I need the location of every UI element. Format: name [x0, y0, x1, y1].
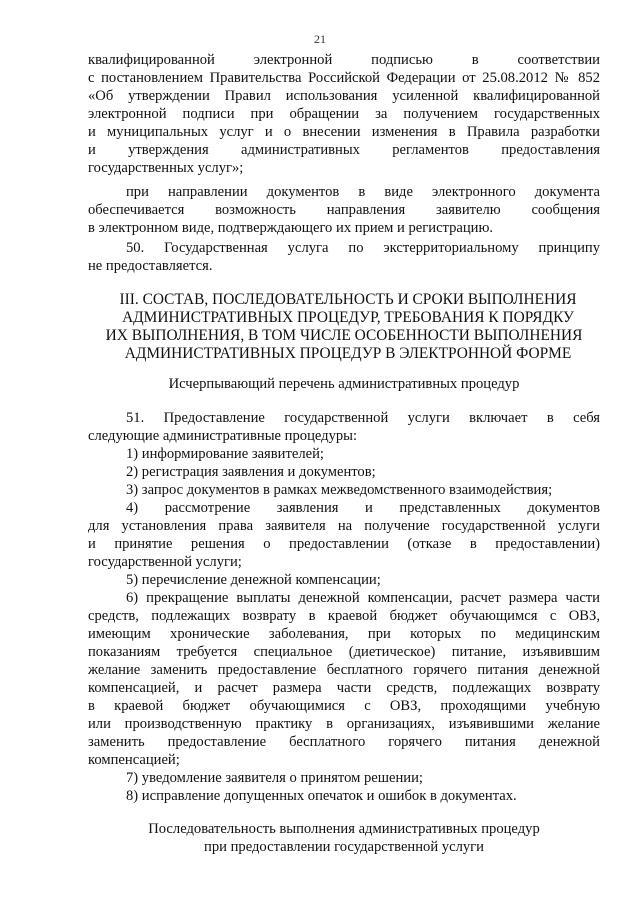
heading-line: III. СОСТАВ, ПОСЛЕДОВАТЕЛЬНОСТЬ И СРОКИ ВЫПОЛНЕНИЯ [119, 291, 577, 308]
subheading-procedures-list: Исчерпывающий перечень административных процедур [168, 376, 520, 392]
list-item: 5) перечисление денежной компенсации; [126, 572, 381, 588]
paragraph-line: «Об утверждении Правил использования усиленной квалифицированной [88, 88, 600, 104]
subheading-line: при предоставлении государственной услуги [204, 839, 484, 855]
heading-line: АДМИНИСТРАТИВНЫХ ПРОЦЕДУР В ЭЛЕКТРОННОЙ ФОРМЕ [124, 345, 572, 362]
paragraph-line: и утверждения административных регламентов предоставления [88, 142, 600, 158]
list-item-line: показаниям требуется специальное (диетическое) питание, изъявившим [88, 644, 600, 660]
paragraph-line: следующие административные процедуры: [88, 428, 358, 444]
list-item-line: 6) прекращение выплаты денежной компенсации, расчет размера части [126, 590, 600, 606]
list-item-line: компенсацией, и расчет размера части средств, подлежащих возврату [88, 680, 600, 696]
paragraph-line: государственных услуг»; [88, 160, 244, 176]
list-item: 8) исправление допущенных опечаток и ошибок в документах. [126, 788, 517, 804]
list-item-line: для установления права заявителя на получение государственной услуги [88, 518, 600, 534]
heading-line: ИХ ВЫПОЛНЕНИЯ, В ТОМ ЧИСЛЕ ОСОБЕННОСТИ ВЫПОЛНЕНИЯ [105, 327, 583, 344]
paragraph-line: обеспечивается возможность направления заявителю сообщения [88, 202, 600, 218]
paragraph-line: квалифицированной электронной подписью в соответствии [88, 52, 600, 68]
list-item: 2) регистрация заявления и документов; [126, 464, 376, 480]
subheading-line: Последовательность выполнения административных процедур [148, 821, 540, 837]
list-item-line: средств, подлежащих возврату в краевой бюджет обучающимся с ОВЗ, [88, 608, 600, 624]
paragraph-line: электронной подписи при обращении за получением государственных [88, 106, 600, 122]
list-item-line: компенсацией; [88, 752, 180, 768]
list-item: 3) запрос документов в рамках межведомственного взаимодействия; [126, 482, 553, 498]
paragraph-line: в электронном виде, подтверждающего их прием и регистрацию. [88, 220, 494, 236]
page-number: 21 [314, 32, 326, 46]
list-item: 1) информирование заявителей; [126, 446, 324, 462]
list-item-line: имеющим хронические заболевания, при которых по медицинским [88, 626, 600, 642]
paragraph-line: не предоставляется. [88, 258, 213, 274]
list-item-line: заменить предоставление бесплатного горячего питания денежной [88, 734, 600, 750]
list-item: 7) уведомление заявителя о принятом решении; [126, 770, 423, 786]
list-item-line: в краевой бюджет обучающимися с ОВЗ, проходящими учебную [88, 698, 600, 714]
paragraph-line: 51. Предоставление государственной услуги включает в себя [126, 410, 600, 426]
paragraph-line: при направлении документов в виде электронного документа [126, 184, 600, 200]
heading-line: АДМИНИСТРАТИВНЫХ ПРОЦЕДУР, ТРЕБОВАНИЯ К ПОРЯДКУ [122, 309, 574, 326]
list-item-line: государственной услуги; [88, 554, 242, 570]
paragraph-line: и муниципальных услуг и о внесении изменения в Правила разработки [88, 124, 600, 140]
paragraph-line: 50. Государственная услуга по экстерриториальному принципу [126, 240, 600, 256]
list-item-line: или производственную практику в организациях, изъявившими желание [88, 716, 600, 732]
paragraph-line: с постановлением Правительства Российской Федерации от 25.08.2012 № 852 [88, 70, 600, 86]
list-item-line: 4) рассмотрение заявления и представленных документов [126, 500, 600, 516]
list-item-line: и принятие решения о предоставлении (отказе в предоставлении) [88, 536, 600, 552]
list-item-line: желание заменить предоставление бесплатного горячего питания денежной [88, 662, 600, 678]
